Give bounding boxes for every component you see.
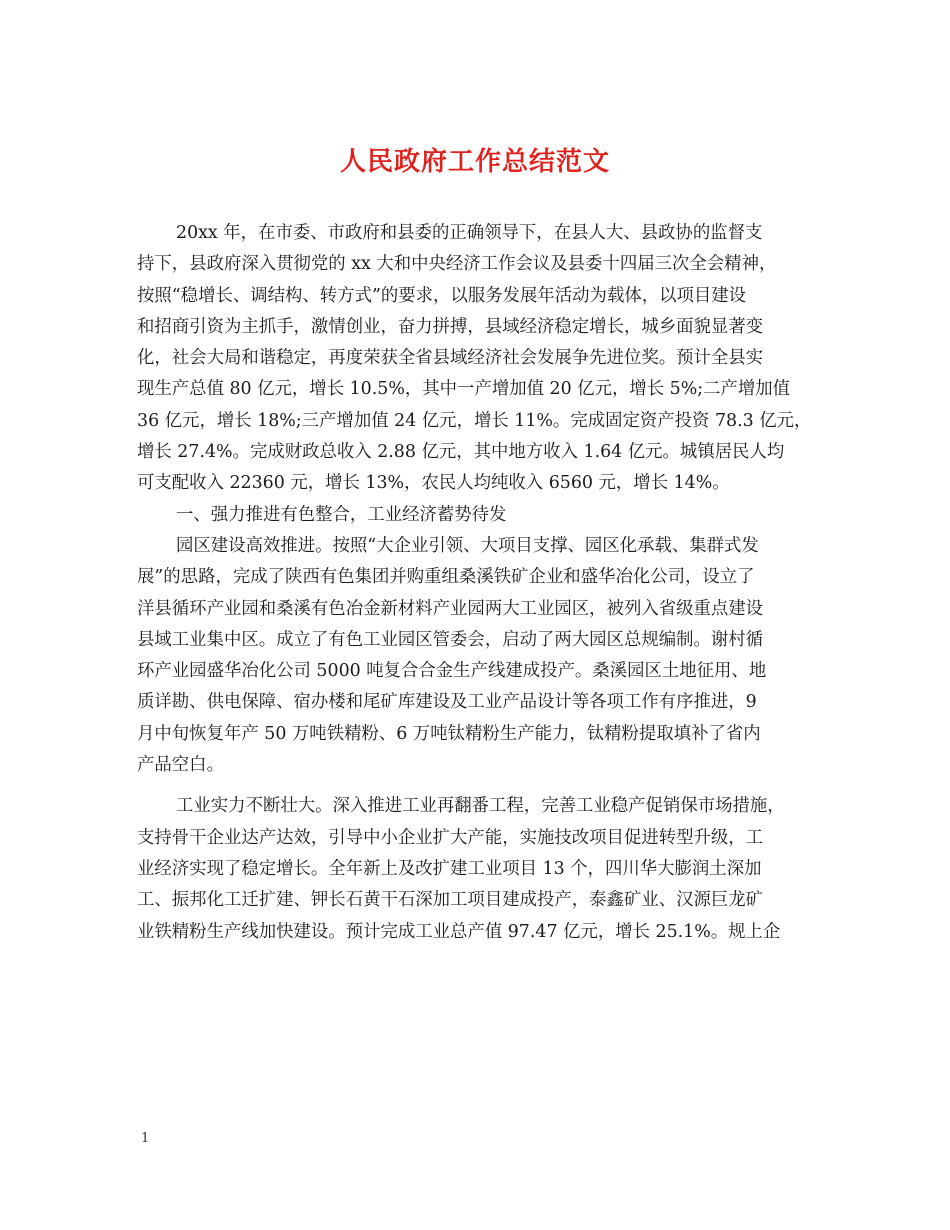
text-line: 20xx 年，在市委、市政府和县委的正确领导下，在县人大、县政协的监督支 [176, 223, 763, 243]
text-line: 持下，县政府深入贯彻党的 xx 大和中央经济工作会议及县委十四届三次全会精神， [137, 254, 777, 275]
text-line: 业铁精粉生产线加快建设。预计完成工业总产值 97.47 亿元，增长 25.1%。规上企 [137, 921, 781, 942]
text-line: 化，社会大局和谐稳定，再度荣获全省县域经济社会发展争先进位奖。预计全县实 [137, 348, 764, 369]
text-line: 增长 27.4%。完成财政总收入 2.88 亿元，其中地方收入 1.64 亿元。城镇居民人均 [137, 442, 785, 463]
text-line: 支持骨干企业达产达效，引导中小企业扩大产能，实施技改项目促进转型升级，工 [137, 827, 764, 848]
text-line: 和招商引资为主抓手，激情创业，奋力拼搏，县域经济稳定增长，城乡面貌显著变 [137, 316, 764, 337]
text-line: 展”的思路，完成了陕西有色集团并购重组桑溪铁矿企业和盛华冶化公司，设立了 [137, 567, 755, 588]
text-line: 洋县循环产业园和桑溪有色冶金新材料产业园两大工业园区，被列入省级重点建设 [137, 598, 764, 619]
text-line: 质详勘、供电保障、宿办楼和尾矿库建设及工业产品设计等各项工作有序推进，9 [137, 692, 757, 713]
text-line: 可支配收入 22360 元，增长 13%，农民人均纯收入 6560 元，增长 14%。 [137, 473, 730, 494]
text-line: 工业实力不断壮大。深入推进工业再翻番工程，完善工业稳产促销保市场措施， [176, 796, 785, 817]
paragraph-gap [137, 781, 825, 791]
text-line: 业经济实现了稳定增长。全年新上及改扩建工业项目 13 个，四川华大膨润土深加 [137, 858, 762, 879]
text-line: 环产业园盛华冶化公司 5000 吨复合合金生产线建成投产。桑溪园区土地征用、地 [137, 661, 767, 682]
text-line: 月中旬恢复年产 50 万吨铁精粉、6 万吨钛精粉生产能力，钛精粉提取填补了省内 [137, 723, 761, 744]
text-line: 园区建设高效推进。按照“大企业引领、大项目支撑、园区化承载、集群式发 [176, 535, 759, 556]
text-line: 产品空白。 [137, 755, 224, 776]
page-number: 1 [141, 1131, 150, 1146]
text-line: 一、强力推进有色整合，工业经济蓄势待发 [176, 504, 507, 525]
text-line: 工、振邦化工迁扩建、钾长石黄干石深加工项目建成投产，泰鑫矿业、汉源巨龙矿 [137, 890, 764, 911]
text-line: 县域工业集中区。成立了有色工业园区管委会，启动了两大园区总规编制。谢村循 [137, 629, 764, 650]
text-line: 按照“稳增长、调结构、转方式”的要求，以服务发展年活动为载体，以项目建设 [137, 285, 747, 306]
document-body [137, 218, 825, 948]
text-line: 现生产总值 80 亿元，增长 10.5%，其中一产增加值 20 亿元，增长 5%;二产增加值 [137, 379, 791, 400]
text-line: 36 亿元，增长 18%;三产增加值 24 亿元，增长 11%。完成固定资产投资 78.3 亿元， [137, 410, 812, 431]
document-title: 人民政府工作总结范文 [339, 147, 610, 177]
